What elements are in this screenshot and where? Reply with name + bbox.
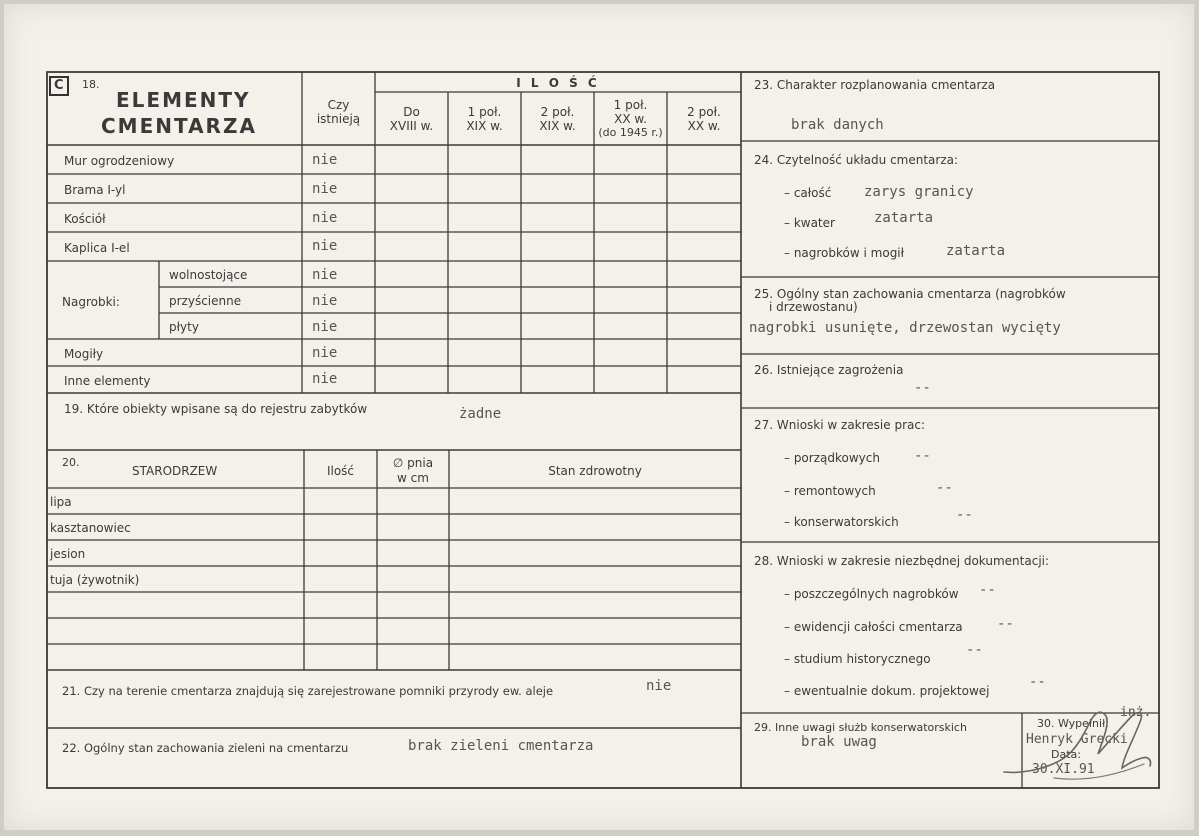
q28-label: 28. Wnioski w zakresie niezbędnej dokumentacji: (754, 554, 1050, 568)
element-value-freestanding: nie (312, 267, 338, 283)
q28-item-3-value: -- (966, 642, 983, 658)
section-letter: C (49, 76, 69, 96)
element-value-wall: nie (312, 152, 338, 168)
q27-item-2-value: -- (936, 480, 953, 496)
q26-label: 26. Istniejące zagrożenia (754, 363, 904, 377)
period-2-l1: 1 poł. (467, 105, 502, 119)
element-value-other: nie (312, 371, 338, 387)
element-group-tombstones: Nagrobki: (62, 295, 120, 309)
q20-col-trees: STARODRZEW (132, 464, 218, 478)
q29-label: 29. Inne uwagi służb konserwatorskich (754, 721, 967, 734)
quantity-header: I L O Ś Ć (516, 76, 600, 90)
q20-number: 20. (62, 456, 80, 469)
element-value-church: nie (312, 210, 338, 226)
elements-title-line1: ELEMENTY (116, 88, 251, 112)
q28-item-3-label: – studium historycznego (784, 652, 931, 666)
q27-item-3-value: -- (956, 507, 973, 523)
q25-value: nagrobki usunięte, drzewostan wycięty (749, 320, 1061, 336)
q19-value: żadne (459, 406, 502, 422)
period-4-l1: 1 poł. (613, 98, 648, 112)
field-number-18: 18. (82, 78, 100, 91)
element-value-wall-mounted: nie (312, 293, 338, 309)
q26-value: -- (914, 380, 931, 396)
period-1-l2: XVIII w. (389, 119, 434, 133)
q23-label: 23. Charakter rozplanowania cmentarza (754, 78, 996, 92)
element-value-gate: nie (312, 181, 338, 197)
q28-item-2-value: -- (997, 616, 1014, 632)
signature-scribble (994, 694, 1169, 789)
q28-item-1-label: – poszczególnych nagrobków (784, 587, 959, 601)
period-2-l2: XIX w. (466, 119, 503, 133)
element-label-graves: Mogiły (64, 347, 104, 361)
q21-label: 21. Czy na terenie cmentarza znajdują się zarejestrowane pomniki przyrody ew. aleje (62, 684, 554, 698)
period-4-l2: XX w. (614, 112, 647, 126)
q29-value: brak uwag (801, 734, 877, 750)
tree-row-1: lipa (50, 495, 72, 509)
q27-item-1-value: -- (914, 448, 931, 464)
inventory-card (4, 4, 1194, 830)
q30-date-label: Data: (1051, 748, 1081, 761)
q27-item-1-label: – porządkowych (784, 451, 880, 465)
q27-item-2-label: – remontowych (784, 484, 876, 498)
tree-row-4: tuja (żywotnik) (50, 573, 140, 587)
q28-item-2-label: – ewidencji całości cmentarza (784, 620, 963, 634)
q30-date: 30.XI.91 (1032, 762, 1095, 777)
q24-item-1-label: – całość (784, 186, 832, 200)
exists-col-header-2: istnieją (316, 112, 361, 126)
tree-row-3: jesion (50, 547, 86, 561)
element-value-graves: nie (312, 345, 338, 361)
tree-row-2: kasztanowiec (50, 521, 131, 535)
period-5-l1: 2 poł. (687, 105, 721, 119)
element-value-chapel: nie (312, 238, 338, 254)
period-3-l2: XIX w. (539, 119, 576, 133)
q24-item-2-value: zatarta (874, 210, 934, 226)
q25-label-l1: 25. Ogólny stan zachowania cmentarza (nagrobków (754, 287, 1066, 301)
elements-title-line2: CMENTARZA (101, 114, 257, 138)
q24-item-3-value: zatarta (946, 243, 1006, 259)
q27-label: 27. Wnioski w zakresie prac: (754, 418, 926, 432)
q28-item-4-value: -- (1029, 674, 1046, 690)
q23-value: brak danych (791, 117, 884, 133)
q27-item-3-label: – konserwatorskich (784, 515, 899, 529)
exists-col-header-1: Czy (327, 98, 350, 112)
q20-col-trunk-l1: ∅ pnia (392, 456, 434, 470)
element-label-gate: Brama I-yl (64, 183, 126, 197)
q28-item-4-label: – ewentualnie dokum. projektowej (784, 684, 990, 698)
q25-label-l2: i drzewostanu) (769, 300, 858, 314)
q30-label: 30. Wypełnił: (1037, 717, 1109, 730)
period-1-l1: Do (403, 105, 420, 119)
q22-label: 22. Ogólny stan zachowania zieleni na cmentarzu (62, 741, 349, 755)
q21-value: nie (646, 678, 672, 694)
element-label-other: Inne elementy (64, 374, 151, 388)
q30-title: inż. (1120, 705, 1152, 720)
q24-label: 24. Czytelność układu cmentarza: (754, 153, 959, 167)
q30-name: Henryk Grecki (1026, 732, 1128, 747)
element-label-wall-mounted: przyścienne (169, 294, 242, 308)
q22-value: brak zieleni cmentarza (408, 738, 594, 754)
element-label-chapel: Kaplica I-el (64, 241, 130, 255)
q24-item-3-label: – nagrobków i mogił (784, 246, 905, 260)
q20-col-quantity: Ilość (326, 464, 355, 478)
q24-item-1-value: zarys granicy (864, 184, 974, 200)
element-label-wall: Mur ogrodzeniowy (64, 154, 175, 168)
q28-item-1-value: -- (979, 582, 996, 598)
q19-label: 19. Które obiekty wpisane są do rejestru zabytków (64, 402, 368, 416)
q20-col-trunk-l2: w cm (397, 471, 429, 485)
period-4-l3: (do 1945 r.) (598, 126, 663, 139)
element-value-slabs: nie (312, 319, 338, 335)
element-label-slabs: płyty (169, 320, 199, 334)
element-label-freestanding: wolnostojące (169, 268, 248, 282)
q24-item-2-label: – kwater (784, 216, 835, 230)
element-label-church: Kościół (64, 212, 106, 226)
period-3-l1: 2 poł. (540, 105, 575, 119)
period-5-l2: XX w. (687, 119, 721, 133)
q20-col-health: Stan zdrowotny (548, 464, 642, 478)
